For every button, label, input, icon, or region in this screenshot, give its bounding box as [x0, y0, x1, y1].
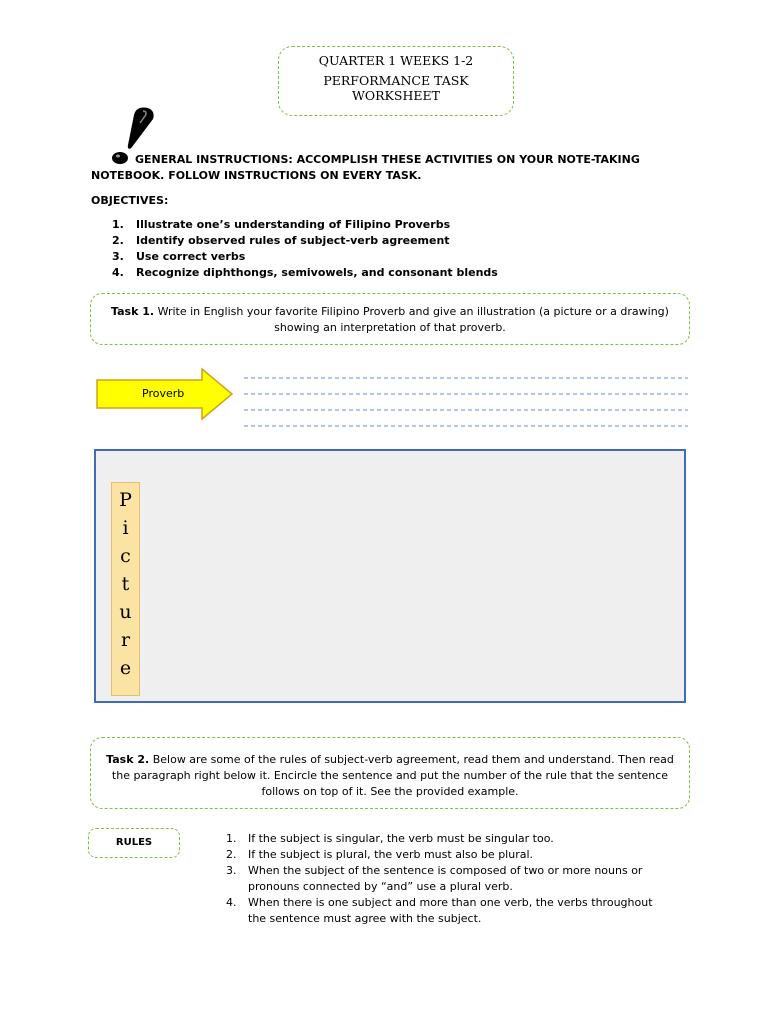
rule-number: 2. — [226, 848, 237, 861]
rule-item — [226, 831, 666, 847]
objectives-list — [112, 217, 498, 281]
proverb-label: Proverb — [142, 387, 185, 400]
task2-line-1 — [99, 752, 681, 768]
task1-box — [90, 293, 690, 345]
objective-number: 3. — [112, 250, 124, 263]
rule-text: When the subject of the sentence is composed of two or more nouns or pronouns connected by “and” use a plural verb. — [248, 864, 643, 893]
picture-letter: t — [121, 573, 130, 595]
picture-letter: c — [120, 545, 131, 567]
rule-item — [226, 863, 666, 895]
objective-number: 1. — [112, 218, 124, 231]
objective-text: Recognize diphthongs, semivowels, and consonant blends — [136, 266, 498, 279]
rules-label: RULES — [88, 828, 180, 858]
picture-letter: i — [122, 517, 129, 539]
objective-item — [112, 233, 498, 249]
task2-text-1: Below are some of the rules of subject-verb agreement, read them and understand. Then read — [149, 753, 674, 766]
rules-list — [226, 831, 666, 927]
objective-text: Use correct verbs — [136, 250, 246, 263]
rule-number: 4. — [226, 896, 237, 909]
rule-text: If the subject is plural, the verb must also be plural. — [248, 848, 534, 861]
picture-letter: u — [119, 601, 132, 623]
picture-vertical-label — [111, 486, 140, 682]
worksheet-header-box — [278, 46, 514, 116]
header-performance-task: PERFORMANCE TASK — [323, 73, 469, 88]
task2-box — [90, 737, 690, 809]
rule-item — [226, 895, 666, 927]
task1-text-2: showing an interpretation of that proverb. — [274, 321, 506, 334]
picture-letter: P — [119, 489, 132, 511]
header-quarter: QUARTER 1 WEEKS 1-2 — [318, 53, 474, 68]
proverb-writing-lines[interactable] — [244, 376, 690, 430]
instructions-line-1: GENERAL INSTRUCTIONS: ACCOMPLISH THESE ACTIVITIES ON YOUR NOTE-TAKING — [135, 153, 640, 166]
general-instructions — [91, 152, 651, 184]
header-worksheet: WORKSHEET — [352, 88, 440, 103]
picture-letter: e — [119, 657, 132, 679]
objective-item — [112, 249, 498, 265]
objective-item — [112, 217, 498, 233]
picture-letter: r — [120, 629, 131, 651]
objective-number: 4. — [112, 266, 124, 279]
objective-item — [112, 265, 498, 281]
instructions-line-2: NOTEBOOK. FOLLOW INSTRUCTIONS ON EVERY TASK. — [91, 169, 422, 182]
objective-number: 2. — [112, 234, 124, 247]
rule-number: 1. — [226, 832, 237, 845]
rule-text: If the subject is singular, the verb must be singular too. — [248, 832, 554, 845]
task1-text-1: Write in English your favorite Filipino Proverb and give an illustration (a picture or a drawing) — [154, 305, 669, 318]
task2-label: Task 2. — [106, 753, 150, 766]
rule-number: 3. — [226, 864, 237, 877]
objective-text: Illustrate one’s understanding of Filipino Proverbs — [136, 218, 451, 231]
rule-text: When there is one subject and more than one verb, the verbs throughout the sentence must agree with the subject. — [248, 896, 653, 925]
task2-text-3: follows on top of it. See the provided example. — [261, 785, 519, 798]
task2-text-2: the paragraph right below it. Encircle the sentence and put the number of the rule that the sentence — [111, 769, 669, 782]
objective-text: Identify observed rules of subject-verb agreement — [136, 234, 450, 247]
task1-label: Task 1. — [111, 305, 155, 318]
objectives-title: OBJECTIVES: — [91, 194, 169, 207]
picture-drawing-area[interactable] — [94, 449, 686, 703]
rule-item — [226, 847, 666, 863]
task1-line-1 — [103, 304, 677, 320]
